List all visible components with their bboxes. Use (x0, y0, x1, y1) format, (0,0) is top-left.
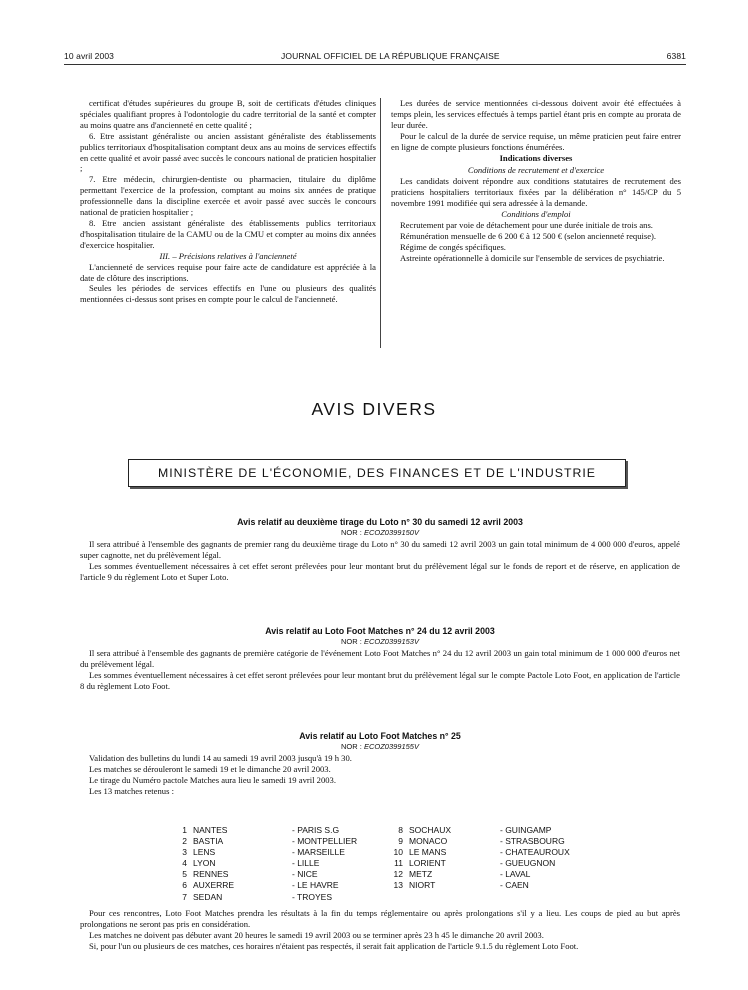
match-row (387, 869, 595, 880)
match-home: LORIENT (409, 858, 446, 869)
paragraph: Les matches ne doivent pas débuter avant 20 heures le samedi 19 avril 2003 ou se terminer après 23 h 45 le dimanche 20 avril 2003. (89, 929, 544, 940)
paragraph: 6. Etre assistant généraliste ou ancien assistant généraliste des établissements publics territoriaux d'hospitalisation comptant deux ans au moins de services effectifs en cette qualité et avoir passé avec succès le concours national de praticien hospitalier ; (80, 130, 376, 174)
match-number: 6 (182, 880, 187, 891)
match-home: RENNES (193, 869, 229, 880)
nor-line (80, 742, 680, 753)
nor-line (80, 637, 680, 648)
paragraph: Validation des bulletins du lundi 14 au samedi 19 avril 2003 jusqu'à 19 h 30. (89, 752, 352, 763)
ministry-banner (128, 459, 626, 487)
journal-title: JOURNAL OFFICIEL DE LA RÉPUBLIQUE FRANÇAISE (281, 51, 500, 61)
match-home: MONACO (409, 836, 448, 847)
match-number: 3 (182, 847, 187, 858)
paragraph: Les sommes éventuellement nécessaires à cet effet seront prélevées pour leur montant brut du prélèvement légal sur le compte Pactole Loto Foot, en application de l'article 8 du règlement Loto Foot. (80, 669, 680, 691)
match-row (171, 847, 387, 858)
match-home: LYON (193, 858, 216, 869)
nor-code: ECOZ0399153V (363, 636, 419, 646)
notice-title: Avis relatif au Loto Foot Matches n° 24 du 12 avril 2003 (265, 626, 495, 636)
paragraph: Si, pour l'un ou plusieurs de ces matches, ces horaires n'étaient pas respectés, il serait fait application de l'article 9.1.5 du règlement Loto Foot. (89, 940, 579, 951)
match-home: AUXERRE (193, 880, 235, 891)
match-away: - TROYES (292, 891, 332, 902)
nor-line (80, 528, 680, 539)
page-header (64, 51, 686, 61)
paragraph: Les sommes éventuellement nécessaires à cet effet seront prélevées pour leur montant brut du prélèvement légal sur le fonds de report et de réserve, en application de l'article 9 du règlement Loto et Super Loto. (80, 560, 680, 582)
match-away: - LILLE (292, 858, 320, 869)
notice-title: Avis relatif au Loto Foot Matches n° 25 (299, 731, 461, 741)
nor-label: NOR : (341, 636, 362, 646)
paragraph: Le tirage du Numéro pactole Matches aura lieu le samedi 19 avril 2003. (89, 774, 336, 785)
match-away: - CAEN (500, 880, 529, 891)
match-row (171, 892, 387, 903)
match-row (387, 858, 595, 869)
match-away: - PARIS S.G (292, 825, 340, 835)
match-row (171, 858, 387, 869)
notice-loto-foot-25 (80, 731, 680, 796)
match-number: 1 (182, 825, 187, 835)
indications-title: Indications diverses (499, 152, 573, 163)
right-column (391, 98, 681, 264)
notice-loto-30 (80, 517, 680, 582)
nor-code: ECOZ0399150V (363, 527, 419, 537)
match-number: 2 (182, 836, 187, 847)
header-date: 10 avril 2003 (64, 51, 114, 61)
paragraph: Il sera attribué à l'ensemble des gagnants de premier rang du deuxième tirage du Loto n° 30 du samedi 12 avril 2003 un gain total minimum de 4 000 000 d'euros, appelé super cagnotte, net du prélèvement légal. (80, 538, 680, 560)
paragraph: Les matches se dérouleront le samedi 19 et le dimanche 20 avril 2003. (89, 763, 331, 774)
match-home: LE MANS (409, 847, 447, 858)
match-row (387, 847, 595, 858)
header-rule (64, 64, 686, 65)
match-away: - MARSEILLE (292, 847, 345, 858)
matches-group-2 (387, 825, 595, 903)
matches-list (171, 825, 595, 903)
avis-divers-heading: AVIS DIVERS (311, 399, 437, 419)
left-column (80, 98, 376, 305)
paragraph: Seules les périodes de services effectifs en l'une ou plusieurs des qualités mentionnées ci-dessus sont prises en compte pour le calcul de l'ancienneté. (80, 283, 376, 305)
match-row (171, 869, 387, 880)
match-row (387, 836, 595, 847)
match-number: 13 (393, 880, 403, 891)
notice-title: Avis relatif au deuxième tirage du Loto n° 30 du samedi 12 avril 2003 (237, 517, 523, 527)
paragraph: Astreinte opérationnelle à domicile sur l'ensemble de services de psychiatrie. (400, 252, 665, 263)
match-home: SEDAN (193, 891, 223, 902)
match-number: 7 (182, 891, 187, 902)
match-number: 9 (398, 836, 403, 847)
paragraph: Les durées de service mentionnées ci-dessous doivent avoir été effectuées à temps plein, les services effectués à temps partiel étant pris en compte au prorata de leur durée. (391, 98, 681, 130)
paragraph: Régime de congés spécifiques. (400, 241, 506, 252)
paragraph: certificat d'études supérieures du groupe B, soit de certificats d'études cliniques spéciales qualifiant propres à l'odontologie du cadre territorial de la santé et compter au moins quatre ans d'ancienneté en cette qualité ; (80, 98, 376, 130)
match-away: - GUINGAMP (500, 825, 552, 835)
match-away: - NICE (292, 869, 318, 880)
nor-label: NOR : (341, 527, 362, 537)
paragraph: Les 13 matches retenus : (89, 785, 174, 796)
match-away: - MONTPELLIER (292, 836, 358, 847)
match-row (171, 836, 387, 847)
match-home: SOCHAUX (409, 825, 452, 835)
page-number: 6381 (666, 51, 686, 61)
column-divider (380, 98, 381, 348)
match-away: - LAVAL (500, 869, 531, 880)
match-number: 12 (393, 869, 403, 880)
notice-closing (80, 908, 680, 952)
match-number: 5 (182, 869, 187, 880)
paragraph: Rémunération mensuelle de 6 200 € à 12 500 € (selon ancienneté requise). (400, 230, 657, 241)
paragraph: Pour ces rencontres, Loto Foot Matches prendra les résultats à la fin du temps réglementaire ou après prolongations s'il y a lieu. Les coups de pied au but après prolongations ne seront pas pris en considération. (80, 908, 680, 929)
paragraph: Il sera attribué à l'ensemble des gagnants de première catégorie de l'événement Loto Foot Matches n° 24 du 12 avril 2003 un gain total minimum de 1 000 000 d'euros net du prélèvement légal. (80, 647, 680, 669)
match-home: NIORT (409, 880, 436, 891)
match-row (387, 825, 595, 836)
match-away: - GUEUGNON (500, 858, 556, 869)
match-home: BASTIA (193, 836, 224, 847)
match-number: 8 (398, 825, 403, 835)
match-home: LENS (193, 847, 216, 858)
match-row (171, 880, 387, 891)
section-title: III. – Précisions relatives à l'ancienneté (159, 250, 297, 261)
paragraph: Recrutement par voie de détachement pour une durée initiale de trois ans. (400, 219, 653, 230)
notice-loto-foot-24 (80, 626, 680, 691)
match-away: - STRASBOURG (500, 836, 565, 847)
match-away: - CHATEAUROUX (500, 847, 570, 858)
match-home: NANTES (193, 825, 228, 835)
match-row (171, 825, 387, 836)
match-number: 10 (393, 847, 403, 858)
paragraph: 7. Etre médecin, chirurgien-dentiste ou pharmacien, titulaire du diplôme permettant l'exercice de la profession, comptant au moins six années de pratique professionnelle dans la discipline exercée et avoir passé avec succès le concours national de praticien hospitalier ; (80, 174, 376, 218)
nor-code: ECOZ0399155V (363, 741, 419, 751)
paragraph: L'ancienneté de services requise pour faire acte de candidature est appréciée à la date de clôture des inscriptions. (80, 261, 376, 283)
employment-title: Conditions d'emploi (501, 209, 571, 220)
nor-label: NOR : (341, 741, 362, 751)
match-home: METZ (409, 869, 433, 880)
paragraph: Les candidats doivent répondre aux conditions statutaires de recrutement des praticiens hospitaliers territoriaux fixées par la délibération n° 145/CP du 5 novembre 1991 modifiée qui sera adressée à la demande. (391, 176, 681, 209)
match-number: 11 (394, 858, 403, 869)
paragraph: Pour le calcul de la durée de service requise, un même praticien peut faire entrer en ligne de compte plusieurs fonctions énumérées. (391, 130, 681, 152)
match-row (387, 880, 595, 891)
matches-group-1 (171, 825, 387, 903)
recruitment-title: Conditions de recrutement et d'exercice (467, 165, 605, 176)
match-away: - LE HAVRE (292, 880, 339, 891)
ministry-title: MINISTÈRE DE L'ÉCONOMIE, DES FINANCES ET DE L'INDUSTRIE (158, 466, 596, 480)
paragraph: 8. Etre ancien assistant généraliste des établissements publics territoriaux d'hospitalisation titulaire de la CAMU ou de la CMU et compter au moins dix années d'exercice hospitalier. (80, 217, 376, 250)
match-number: 4 (182, 858, 187, 869)
